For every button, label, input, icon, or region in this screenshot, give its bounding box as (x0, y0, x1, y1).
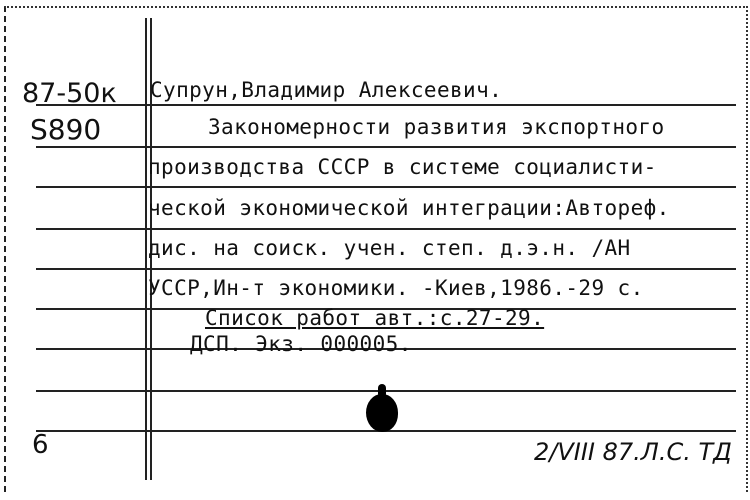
title-line-1: Закономерности развития экспортного (208, 115, 665, 139)
ruled-line (36, 268, 736, 270)
ruled-line (36, 186, 736, 188)
bibliography-note: Список работ авт.:с.27-29. (205, 306, 545, 330)
ruled-line (36, 228, 736, 230)
imprint-line: УССР,Ин-т экономики. -Киев,1986.-29 с. (148, 276, 644, 300)
ruled-line (36, 146, 736, 148)
ink-blot (366, 394, 398, 432)
ruled-line (36, 390, 736, 392)
handwritten-accession-note: 2/VIII 87.Л.С. ТД (534, 438, 732, 466)
title-line-2: производства СССР в системе социалисти- (148, 155, 657, 179)
title-line-4: дис. на соиск. учен. степ. д.э.н. /АН (148, 236, 631, 260)
restriction-note: ДСП. Экз. 000005. (190, 332, 412, 356)
ruled-line (36, 104, 736, 106)
call-number-secondary: S890 (30, 113, 102, 146)
corner-mark: 6 (32, 430, 49, 460)
call-number-primary: 87-50к (22, 78, 117, 109)
author-line: Супрун,Владимир Алексеевич. (150, 78, 503, 102)
title-line-3: ческой экономической интеграции:Автореф. (148, 196, 670, 220)
margin-line (145, 18, 147, 480)
